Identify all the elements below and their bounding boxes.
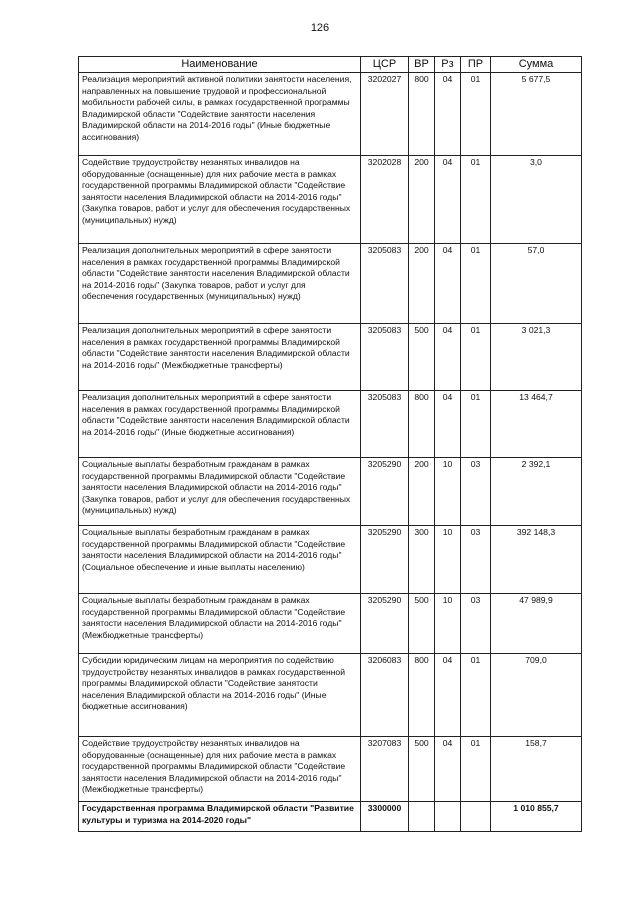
cell-rz: 04 <box>435 156 461 244</box>
cell-csr: 3207083 <box>361 737 409 802</box>
cell-rz: 04 <box>435 654 461 737</box>
cell-sum: 47 989,9 <box>491 594 582 654</box>
cell-pr: 01 <box>461 73 491 156</box>
table-row <box>79 324 582 391</box>
cell-sum: 3,0 <box>491 156 582 244</box>
cell-rz: 10 <box>435 594 461 654</box>
table-row <box>79 391 582 458</box>
cell-csr: 3300000 <box>361 802 409 832</box>
cell-rz: 04 <box>435 391 461 458</box>
cell-pr <box>461 802 491 832</box>
cell-pr: 01 <box>461 391 491 458</box>
cell-sum: 392 148,3 <box>491 526 582 594</box>
cell-csr: 3205290 <box>361 594 409 654</box>
cell-vr: 200 <box>409 156 435 244</box>
cell-vr: 500 <box>409 324 435 391</box>
cell-name: Реализация мероприятий активной политики занятости населения, направленных на повышение трудовой и профессиональной мобильности рабочей силы, в рамках государственной программы Владимирской области "Содействие занятости населения Владимирской области на 2014-2016 годы" (Иные бюджетные ассигнования) <box>79 73 361 156</box>
cell-vr <box>409 802 435 832</box>
cell-name: Содействие трудоустройству незанятых инвалидов на оборудованные (оснащенные) для них рабочие места в рамках государственной программы Владимирской области "Содействие занятости населения Владимирской области на 2014-2016 годы" (Закупка товаров, работ и услуг для обеспечения государственных (муниципальных) нужд) <box>79 156 361 244</box>
cell-name: Государственная программа Владимирской области "Развитие культуры и туризма на 2014-2020 годы" <box>79 802 361 832</box>
cell-vr: 800 <box>409 654 435 737</box>
table-row <box>79 156 582 244</box>
cell-csr: 3205083 <box>361 324 409 391</box>
cell-rz: 04 <box>435 324 461 391</box>
cell-name: Социальные выплаты безработным гражданам в рамках государственной программы Владимирской области "Содействие занятости населения Владимирской области на 2014-2016 годы" (Межбюджетные трансферты) <box>79 594 361 654</box>
page-number: 126 <box>310 22 330 34</box>
cell-sum: 1 010 855,7 <box>491 802 582 832</box>
cell-name: Субсидии юридическим лицам на мероприятия по содействию трудоустройству незанятых инвалидов в рамках государственной программы Владимирской области "Содействие занятости населения Владимирской области на 2014-2016 годы" (Иные бюджетные ассигнования) <box>79 654 361 737</box>
cell-vr: 500 <box>409 594 435 654</box>
cell-csr: 3205290 <box>361 526 409 594</box>
cell-name: Социальные выплаты безработным гражданам в рамках государственной программы Владимирской области "Содействие занятости населения Владимирской области на 2014-2016 годы" (Закупка товаров, работ и услуг для обеспечения государственных (муниципальных) нужд) <box>79 458 361 526</box>
cell-csr: 3205290 <box>361 458 409 526</box>
cell-name: Социальные выплаты безработным гражданам в рамках государственной программы Владимирской области "Содействие занятости населения Владимирской области на 2014-2016 годы" (Социальное обеспечение и иные выплаты населению) <box>79 526 361 594</box>
cell-sum: 158,7 <box>491 737 582 802</box>
cell-sum: 2 392,1 <box>491 458 582 526</box>
column-header-csr: ЦСР <box>361 57 409 73</box>
cell-pr: 03 <box>461 526 491 594</box>
column-header-sum: Сумма <box>491 57 582 73</box>
cell-rz: 04 <box>435 73 461 156</box>
table-row <box>79 458 582 526</box>
cell-vr: 300 <box>409 526 435 594</box>
cell-rz: 10 <box>435 526 461 594</box>
cell-pr: 03 <box>461 458 491 526</box>
table-row <box>79 526 582 594</box>
cell-rz: 04 <box>435 244 461 324</box>
cell-pr: 01 <box>461 737 491 802</box>
cell-vr: 800 <box>409 73 435 156</box>
cell-sum: 57,0 <box>491 244 582 324</box>
table-row <box>79 73 582 156</box>
cell-name: Реализация дополнительных мероприятий в сфере занятости населения в рамках государственной программы Владимирской области "Содействие занятости населения Владимирской области на 2014-2016 годы" (Межбюджетные трансферты) <box>79 324 361 391</box>
cell-name: Содействие трудоустройству незанятых инвалидов на оборудованные (оснащенные) для них рабочие места в рамках государственной программы Владимирской области "Содействие занятости населения Владимирской области на 2014-2016 годы" (Межбюджетные трансферты) <box>79 737 361 802</box>
cell-csr: 3202028 <box>361 156 409 244</box>
cell-rz <box>435 802 461 832</box>
cell-csr: 3205083 <box>361 244 409 324</box>
cell-pr: 01 <box>461 654 491 737</box>
cell-vr: 200 <box>409 458 435 526</box>
cell-pr: 03 <box>461 594 491 654</box>
cell-pr: 01 <box>461 324 491 391</box>
table-row <box>79 802 582 832</box>
cell-rz: 04 <box>435 737 461 802</box>
column-header-rz: Рз <box>435 57 461 73</box>
table-row <box>79 737 582 802</box>
cell-vr: 200 <box>409 244 435 324</box>
cell-csr: 3206083 <box>361 654 409 737</box>
table-row <box>79 244 582 324</box>
table-header-row <box>79 57 582 73</box>
cell-sum: 3 021,3 <box>491 324 582 391</box>
cell-pr: 01 <box>461 244 491 324</box>
cell-sum: 5 677,5 <box>491 73 582 156</box>
table-row <box>79 594 582 654</box>
column-header-name: Наименование <box>79 57 361 73</box>
cell-vr: 800 <box>409 391 435 458</box>
cell-pr: 01 <box>461 156 491 244</box>
budget-table <box>78 56 582 832</box>
cell-name: Реализация дополнительных мероприятий в сфере занятости населения в рамках государственной программы Владимирской области "Содействие занятости населения Владимирской области на 2014-2016 годы" (Иные бюджетные ассигнования) <box>79 391 361 458</box>
cell-sum: 13 464,7 <box>491 391 582 458</box>
cell-name: Реализация дополнительных мероприятий в сфере занятости населения в рамках государственной программы Владимирской области "Содействие занятости населения Владимирской области на 2014-2016 годы" (Закупка товаров, работ и услуг для обеспечения государственных (муниципальных) нужд) <box>79 244 361 324</box>
cell-csr: 3202027 <box>361 73 409 156</box>
cell-csr: 3205083 <box>361 391 409 458</box>
column-header-vr: ВР <box>409 57 435 73</box>
cell-vr: 500 <box>409 737 435 802</box>
column-header-pr: ПР <box>461 57 491 73</box>
table-body <box>79 73 582 832</box>
cell-rz: 10 <box>435 458 461 526</box>
cell-sum: 709,0 <box>491 654 582 737</box>
table-row <box>79 654 582 737</box>
